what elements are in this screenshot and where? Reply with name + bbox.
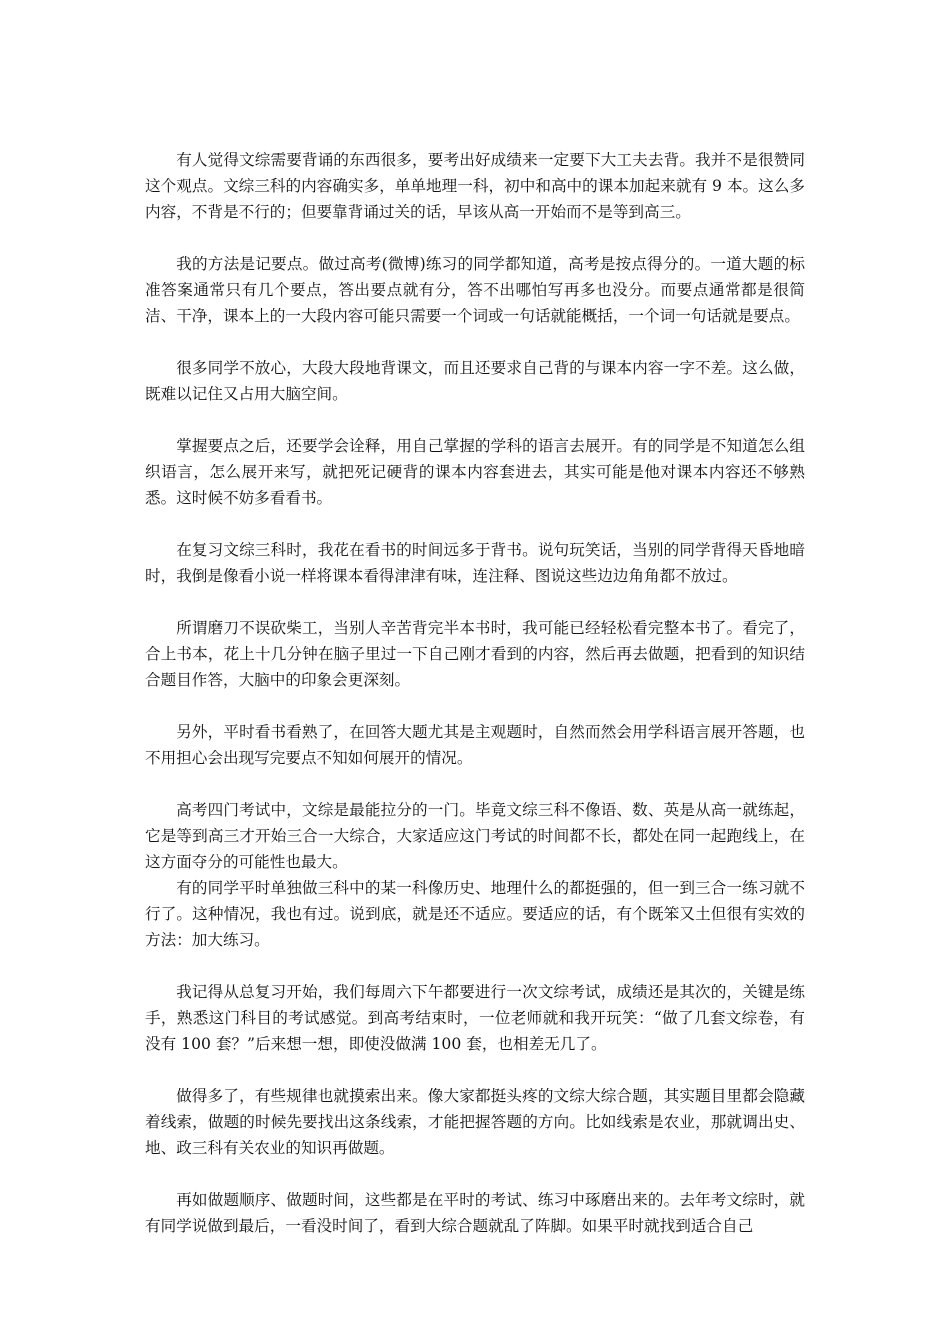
paragraph-6: 所谓磨刀不误砍柴工，当别人辛苦背完半本书时，我可能已经轻松看完整本书了。看完了，合上书本，花上十几分钟在脑子里过一下自己刚才看到的内容，然后再去做题，把看到的知识结合题目作答，大脑中的印象会更深刻。 <box>145 619 805 689</box>
paragraph-8: 高考四门考试中，文综是最能拉分的一门。毕竟文综三科不像语、数、英是从高一就练起，它是等到高三才开始三合一大综合，大家适应这门考试的时间都不长，都处在同一起跑线上，在这方面夺分的可能性也最大。 <box>145 801 805 871</box>
paragraph-10: 我记得从总复习开始，我们每周六下午都要进行一次文综考试，成绩还是其次的，关键是练手，熟悉这门科目的考试感觉。到高考结束时，一位老师就和我开玩笑：“做了几套文综卷，有没有 100 套？”后来想一想，即使没做满 100 套，也相差无几了。 <box>145 983 805 1053</box>
paragraph-9: 有的同学平时单独做三科中的某一科像历史、地理什么的都挺强的，但一到三合一练习就不行了。这种情况，我也有过。说到底，就是还不适应。要适应的话，有个既笨又土但很有实效的方法：加大练习。 <box>145 879 805 949</box>
paragraph-11: 做得多了，有些规律也就摸索出来。像大家都挺头疼的文综大综合题，其实题目里都会隐藏着线索，做题的时候先要找出这条线索，才能把握答题的方向。比如线索是农业，那就调出史、地、政三科有关农业的知识再做题。 <box>145 1087 805 1157</box>
paragraph-5: 在复习文综三科时，我花在看书的时间远多于背书。说句玩笑话，当别的同学背得天昏地暗时，我倒是像看小说一样将课本看得津津有味，连注释、图说这些边边角角都不放过。 <box>145 541 805 585</box>
paragraph-3: 很多同学不放心，大段大段地背课文，而且还要求自己背的与课本内容一字不差。这么做，既难以记住又占用大脑空间。 <box>145 359 805 403</box>
paragraph-2: 我的方法是记要点。做过高考(微博)练习的同学都知道，高考是按点得分的。一道大题的标准答案通常只有几个要点，答出要点就有分，答不出哪怕写再多也没分。而要点通常都是很简洁、干净，课本上的一大段内容可能只需要一个词或一句话就能概括，一个词一句话就是要点。 <box>145 255 805 325</box>
document-body <box>145 147 805 1239</box>
paragraph-7: 另外，平时看书看熟了，在回答大题尤其是主观题时，自然而然会用学科语言展开答题，也不用担心会出现写完要点不知如何展开的情况。 <box>145 723 805 767</box>
paragraph-1: 有人觉得文综需要背诵的东西很多，要考出好成绩来一定要下大工夫去背。我并不是很赞同这个观点。文综三科的内容确实多，单单地理一科，初中和高中的课本加起来就有 9 本。这么多内容，不背是不行的；但要靠背诵过关的话，早该从高一开始而不是等到高三。 <box>145 151 805 221</box>
paragraph-12: 再如做题顺序、做题时间，这些都是在平时的考试、练习中琢磨出来的。去年考文综时，就有同学说做到最后，一看没时间了，看到大综合题就乱了阵脚。如果平时就找到适合自己 <box>145 1191 805 1235</box>
paragraph-4: 掌握要点之后，还要学会诠释，用自己掌握的学科的语言去展开。有的同学是不知道怎么组织语言，怎么展开来写，就把死记硬背的课本内容套进去，其实可能是他对课本内容还不够熟悉。这时候不妨多看看书。 <box>145 437 805 507</box>
